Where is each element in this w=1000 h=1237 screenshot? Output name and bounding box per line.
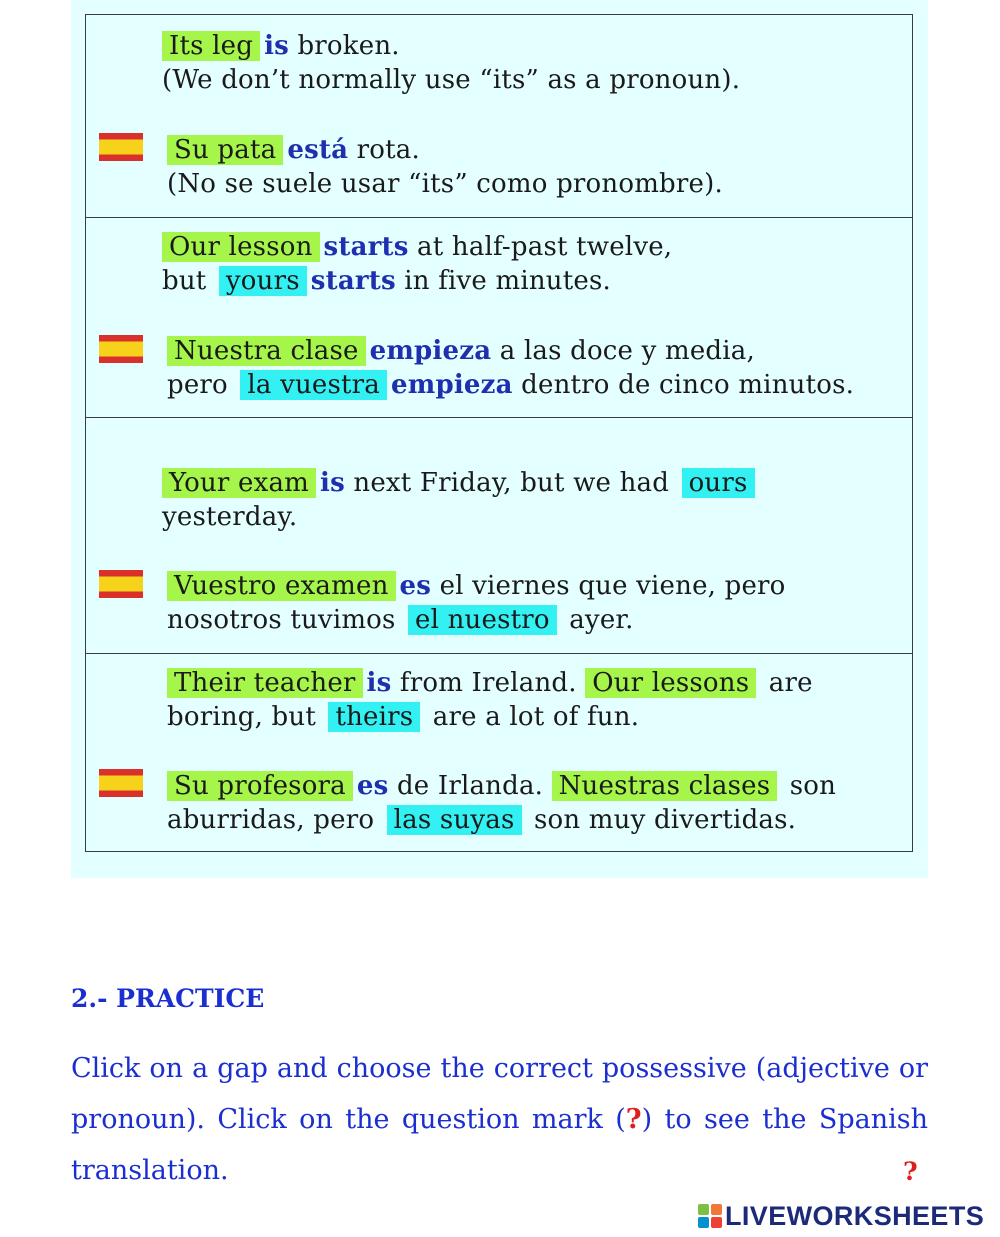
verb: empieza bbox=[391, 370, 513, 400]
example-row-3 bbox=[86, 417, 912, 654]
spain-flag-icon bbox=[99, 769, 143, 797]
verb: es bbox=[356, 771, 389, 801]
pronoun-highlight: yours bbox=[219, 266, 307, 296]
verb: empieza bbox=[369, 336, 492, 366]
subject-highlight: Vuestro examen bbox=[167, 571, 396, 601]
english-sentence: Its leg is broken. bbox=[162, 29, 400, 63]
subject-highlight: Our lesson bbox=[162, 232, 320, 262]
subject-highlight: Su pata bbox=[167, 135, 283, 165]
verb: está bbox=[287, 135, 349, 165]
spain-flag-icon bbox=[99, 335, 143, 363]
spanish-sentence: Su profesora es de Irlanda. Nuestras clases son bbox=[167, 769, 836, 803]
example-row-4 bbox=[86, 653, 912, 851]
instructions-line-2: pronoun). Click on the question mark (?) to see the Spanish bbox=[71, 1104, 928, 1135]
subject-highlight: Nuestra clase bbox=[167, 336, 366, 366]
spanish-sentence: Nuestra clase empieza a las doce y media, bbox=[167, 334, 755, 368]
spanish-note: (No se suele usar “its” como pronombre). bbox=[167, 169, 723, 199]
verb: starts bbox=[310, 266, 396, 296]
pronoun-highlight: theirs bbox=[328, 702, 420, 732]
spanish-sentence-cont: pero la vuestra empieza dentro de cinco minutos. bbox=[167, 370, 855, 400]
english-sentence: Their teacher is from Ireland. Our lessons are bbox=[167, 666, 813, 700]
spanish-sentence: Su pata está rota. bbox=[167, 133, 420, 167]
english-sentence: Our lesson starts at half-past twelve, bbox=[162, 230, 672, 264]
verb: is bbox=[320, 468, 345, 498]
spanish-sentence-cont: aburridas, pero las suyas son muy divertidas. bbox=[167, 805, 797, 835]
question-mark-icon: ? bbox=[625, 1104, 642, 1135]
verb: starts bbox=[323, 232, 409, 262]
pronoun-highlight: las suyas bbox=[387, 805, 522, 835]
examples-table bbox=[85, 14, 913, 852]
subject-highlight: Your exam bbox=[162, 468, 316, 498]
subject-highlight: Su profesora bbox=[167, 771, 353, 801]
subject-highlight: Their teacher bbox=[167, 668, 363, 698]
example-row-2 bbox=[86, 217, 912, 418]
english-sentence-cont: yesterday. bbox=[162, 502, 298, 532]
spain-flag-icon bbox=[99, 570, 143, 598]
pronoun-highlight: la vuestra bbox=[240, 370, 387, 400]
subject-highlight: Our lessons bbox=[585, 668, 756, 698]
english-sentence-cont: boring, but theirs are a lot of fun. bbox=[167, 702, 640, 732]
instructions-line-1: Click on a gap and choose the correct possessive (adjective or bbox=[71, 1053, 928, 1084]
liveworksheets-logo[interactable] bbox=[698, 1201, 984, 1231]
example-row-1 bbox=[86, 15, 912, 218]
brand-name: LIVEWORKSHEETS bbox=[725, 1200, 985, 1231]
english-sentence-cont: but yours starts in five minutes. bbox=[162, 266, 611, 296]
english-note: (We don’t normally use “its” as a pronoun). bbox=[162, 65, 741, 95]
subject-highlight: Nuestras clases bbox=[552, 771, 778, 801]
translation-help-button[interactable]: ? bbox=[903, 1157, 918, 1186]
subject-highlight: Its leg bbox=[162, 31, 260, 61]
spanish-sentence-cont: nosotros tuvimos el nuestro ayer. bbox=[167, 605, 634, 635]
pronoun-highlight: el nuestro bbox=[408, 605, 557, 635]
liveworksheets-icon bbox=[698, 1204, 722, 1228]
instructions-line-3: translation. bbox=[71, 1155, 229, 1186]
english-sentence: Your exam is next Friday, but we had ours bbox=[162, 466, 759, 500]
pronoun-highlight: ours bbox=[682, 468, 755, 498]
spanish-sentence: Vuestro examen es el viernes que viene, pero bbox=[167, 569, 786, 603]
spain-flag-icon bbox=[99, 133, 143, 161]
practice-heading: 2.- PRACTICE bbox=[71, 984, 265, 1013]
verb: es bbox=[399, 571, 432, 601]
verb: is bbox=[366, 668, 392, 698]
verb: is bbox=[264, 31, 289, 61]
